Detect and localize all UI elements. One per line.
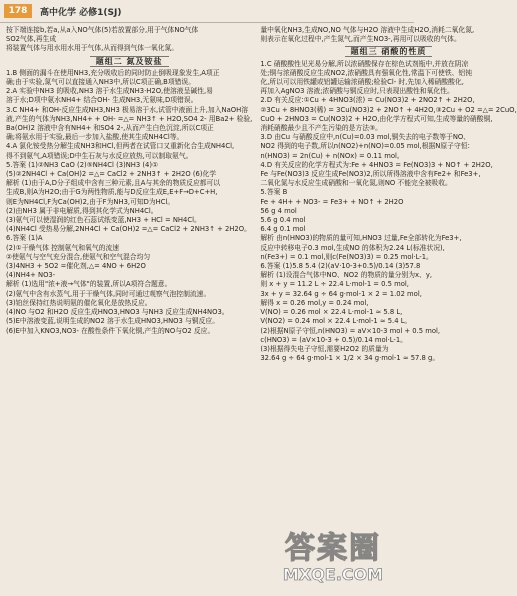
text-line: 解析 由n(HNO3)的物质的量可知,HNO3 过量,Fe全部转化为Fe3+, xyxy=(260,234,462,243)
text-line: 解得 x = 0.26 mol,y = 0.24 mol, xyxy=(260,298,369,307)
text-line: (3)铂丝保持红热说明氨的催化氧化是放热反应。 xyxy=(6,298,152,307)
text-line: 再加入AgNO3 溶液;浓硝酸与铜反应时,只表现出酸性和氧化性。 xyxy=(260,87,454,96)
text-line: 56 g 4 mol xyxy=(260,206,297,215)
text-line: V(NO2) = 0.24 mol × 22.4 L·mol-1 ≈ 5.4 L。 xyxy=(260,317,412,326)
text-line: 溶于水;D项中氨水NH4+ 结合OH- 生成NH3,无氨味,D项错误。 xyxy=(6,96,198,105)
text-line: 6.答案 (1)A xyxy=(6,234,43,243)
text-line: 则 x + y = 11.2 L ÷ 22.4 L·mol-1 = 0.5 mol, xyxy=(260,280,409,289)
text-line: 4.D 有关反应的化学方程式为:Fe + 4HNO3 = Fe(NO3)3 + NO↑ + 2H2O, xyxy=(260,160,493,169)
book-title: 高中化学 必修1(SJ) xyxy=(40,7,122,18)
text-line: (2)①干燥气体 控制氨气和氧气的流速 xyxy=(6,243,120,252)
answer-columns xyxy=(6,26,517,590)
text-line: 5.答案 (1)②NH3 CaO (2)⑤NH4Cl (3)NH3 (4)① xyxy=(6,160,159,169)
text-line: 二氧化氮与水反应生成硝酸和一氧化氮,则NO 不能完全被吸收。 xyxy=(260,179,452,188)
text-line: 得不到氨气,A项错误;D中生石灰与水反应放热,可以制取氨气。 xyxy=(6,151,193,160)
left-column xyxy=(6,26,252,590)
text-line: n(HNO3) = 2n(Cu) + n(NOx) = 0.11 mol。 xyxy=(260,151,404,160)
text-line: (5)E中溶液变蓝,说明生成的NO2 溶于水生成HNO3,HNO3 与铜反应。 xyxy=(6,317,219,326)
text-line: 生成B,则A为H2O;由于G为两性物质,能与D反应生成E,E+F→D+C+H, xyxy=(6,188,218,197)
text-line: 按下端连接b,若a,从a入NO气体(5)若放置部分,用于气体NO气体 xyxy=(6,26,199,34)
text-line: 消耗硝酸最少且不产生污染的是方法③。 xyxy=(260,124,382,133)
text-line: c(HNO3) = (aV×10-3 + 0.5)/0.14 mol·L-1。 xyxy=(260,335,407,344)
text-line: 6.4 g 0.1 mol xyxy=(260,225,306,234)
text-line: 32.64 g ÷ 64 g·mol-1 × 1/2 × 34 g·mol-1 ≈ 57.8 g。 xyxy=(260,354,440,363)
text-line: 处;铜与浓硝酸反应生成NO2,浓硝酸具有强氧化性,常温下可使铁、铝钝 xyxy=(260,68,473,77)
watermark-bottom: MXQE.COM xyxy=(282,564,384,584)
text-line: CuO + 2HNO3 = Cu(NO3)2 + H2O,由化学方程式可知,生成等量的硝酸铜, xyxy=(260,114,493,123)
text-line: 1.C 硝酸酸性见光易分解,所以浓硝酸保存在棕色试剂瓶中,并放在阴凉 xyxy=(260,59,469,68)
section-heading-text: 题组三 硝酸的性质 xyxy=(345,46,433,57)
text-line: Ba(OH)2 溶液中含有NH4+ 和SO4 2-,从而产生白色沉淀,所以C项正 xyxy=(6,124,214,133)
text-line: SO2气体,再生成 xyxy=(6,35,57,44)
text-line: NO2 得到的电子数,所以n(NO2)+n(NO)=0.05 mol,根据N原子守恒: xyxy=(260,142,470,151)
watermark-logo xyxy=(258,518,408,588)
text-line: 5.答案 B xyxy=(260,188,288,197)
text-line: Fe 与Fe(NO3)3 反应生成Fe(NO3)2,所以所得溶液中含有Fe2+ 和Fe3+, xyxy=(260,170,481,179)
text-line: (4)NH4Cl 受热易分解,2NH4Cl + Ca(OH)2 =△= CaCl2 + 2NH3↑ + 2H2O。 xyxy=(6,225,251,234)
page-header xyxy=(0,0,414,23)
text-line: 1.B 侧面的漏斗在使用NH3,充分吸收后的同时防止倒吸现象发生,A项正 xyxy=(6,68,220,77)
text-line: 量中氧化NH3,生成NO,NO 气体与H2O 溶液中生成H2O,消耗二氧化氮, xyxy=(260,26,475,34)
page-number: 178 xyxy=(4,4,32,18)
section-heading-text: 题组二 氮及铵盐 xyxy=(90,56,169,67)
section-heading xyxy=(6,57,252,66)
text-line: 液,产生的气体为NH3,NH4+ + OH- =△= NH3↑ + H2O,SO4 2- 用Ba2+ 检验, xyxy=(6,114,253,123)
text-line: (4)NO 与O2 和H2O 反应生成HNO3,HNO3 与NH3 反应生成NH4NO3。 xyxy=(6,308,229,317)
right-column xyxy=(260,26,516,590)
text-line: 确;由于实验,氮气可以直接通入NH3中,所以C项正确,B项错误。 xyxy=(6,78,196,87)
text-line: (5)②2NH4Cl + Ca(OH)2 =△= CaCl2 + 2NH3↑ + 2H2O (6)化学 xyxy=(6,170,217,179)
text-line: 6.答案 (1)5.8 5.4 (2)(aV·10-3+0.5)/0.14 (3)57.8 xyxy=(260,262,421,271)
text-line: 确;将氨水用于实验,最后一步加入盐酸,使其生成NH4Cl等。 xyxy=(6,133,184,142)
text-line: (2)氨气中含有水蒸气,用于干燥气体,同时可通过观察气泡控制流速。 xyxy=(6,289,211,298)
text-line: 3.D 由Cu 与硝酸反应中,n(Cu)=0.03 mol,铜失去的电子数等于NO、 xyxy=(260,133,471,142)
text-line: (3)4NH3 + 5O2 =催化剂,△= 4NO + 6H2O xyxy=(6,262,146,271)
text-line: 将装置气体与用水用水用于气体,从而得到气体一氧化氮。 xyxy=(6,44,179,53)
text-line: 则E为NH4Cl,F为Ca(OH)2,由于F为NH3,可知D为HCl。 xyxy=(6,197,175,206)
watermark-top: 答案圈 xyxy=(285,530,381,566)
text-line: (3)根据得失电子守恒,需要H2O2 的质量为 xyxy=(260,344,389,353)
text-line: (2)由NH3 属于非电解质,得到其化学式为NH4Cl。 xyxy=(6,206,158,215)
text-line: (4)NH4+ NO3- xyxy=(6,271,56,280)
section-heading xyxy=(260,47,516,56)
text-line: 解析 (1)设混合气体中NO、NO2 的物质的量分别为x、y, xyxy=(260,271,433,280)
text-line: 则表示在氧化过程中,产生氮气,而产生NO3-,再用可以吸收的气体。 xyxy=(260,35,461,44)
text-line: 反应中转移电子0.3 mol,生成NO 的体积为2.24 L(标准状况), xyxy=(260,243,445,252)
text-line: 化,所以可以用铁罐或铝罐运输浓硝酸;检验Cl- 时,先加入稀硝酸酸化, xyxy=(260,78,464,87)
text-line: n(Fe3+) = 0.1 mol,则c(Fe(NO3)3) = 0.25 mol·L-1。 xyxy=(260,252,433,261)
text-line: 4.A 氯化铵受热分解生成NH3和HCl,但两者在试管口又重新化合生成NH4Cl, xyxy=(6,142,235,151)
text-line: 解析 (1)由于A,D分子组成中含有三种元素,且A与其余的物质反应都可以 xyxy=(6,179,221,188)
text-line: (3)氨气可以使湿润的红色石蕊试纸变蓝,NH3 + HCl = NH4Cl。 xyxy=(6,216,201,225)
text-line: 5.6 g 0.4 mol xyxy=(260,216,306,225)
text-line: 3x + y = 32.64 g ÷ 64 g·mol-1 × 2 = 1.02 mol, xyxy=(260,289,422,298)
text-line: (2)根据N原子守恒,n(HNO3) = aV×10-3 mol + 0.5 mol, xyxy=(260,326,441,335)
text-line: 2.A 实验中NH3 的吸收,NH3 溶于水生成NH3·H2O,使溶液呈碱性,易 xyxy=(6,87,213,96)
text-line: 解析 (1)选用"浓+液→气体"的装置,所以A项符合题意。 xyxy=(6,280,172,289)
text-line: ②3Cu + 8HNO3(稀) = 3Cu(NO3)2 + 2NO↑ + 4H2O,③2Cu + O2 =△= 2CuO, xyxy=(260,105,517,114)
text-line: 3.C NH4+ 和OH-反应生成NH3,NH3 极易溶于水,试管中液面上升,加入NaOH溶 xyxy=(6,105,249,114)
text-line: Fe + 4H+ + NO3- = Fe3+ + NO↑ + 2H2O xyxy=(260,197,404,206)
text-line: ②使氨气与空气充分混合,使氨气和空气混合均匀 xyxy=(6,252,151,261)
text-line: V(NO) = 0.26 mol × 22.4 L·mol-1 ≈ 5.8 L, xyxy=(260,308,403,317)
text-line: (6)E中加入KNO3,NO3- 在酸性条件下氧化铜,产生的NO与O2 反应。 xyxy=(6,326,215,335)
text-line: 2.D 有关反应:①Cu + 4HNO3(浓) = Cu(NO3)2 + 2NO2↑ + 2H2O, xyxy=(260,96,475,105)
